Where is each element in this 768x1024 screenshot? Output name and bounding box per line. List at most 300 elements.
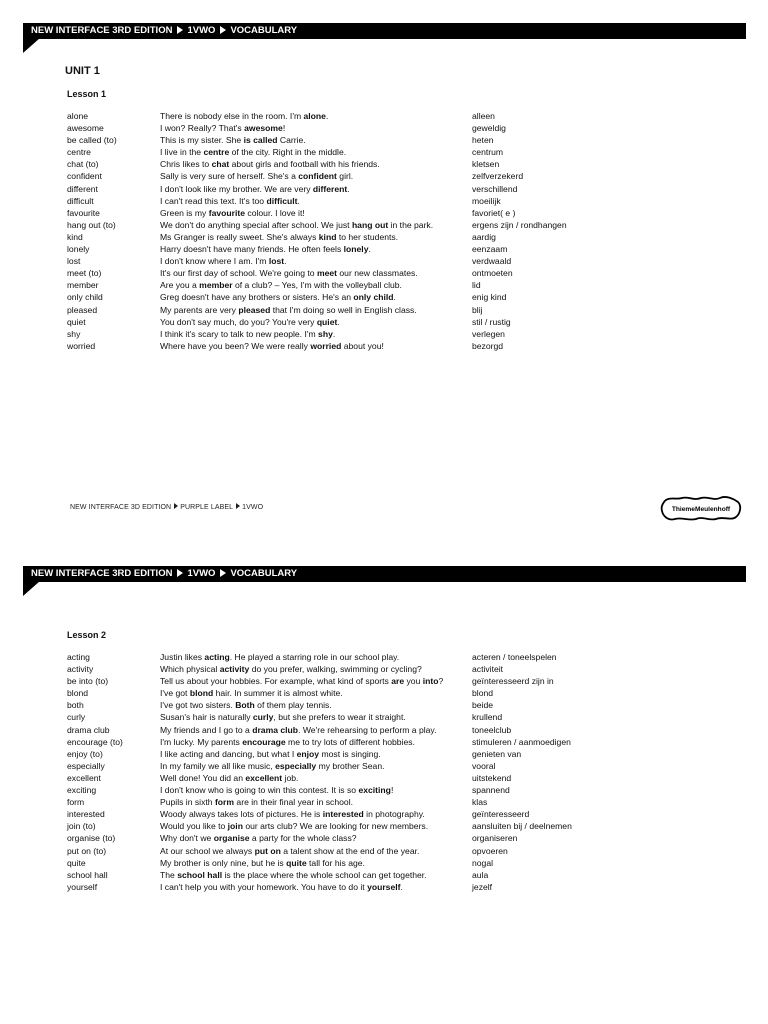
sentence-text: At our school we always — [160, 845, 255, 856]
highlighted-word: shy — [318, 328, 333, 339]
page-footer — [70, 503, 263, 511]
vocab-word: alone — [67, 111, 89, 121]
vocab-word: awesome — [67, 123, 104, 134]
vocab-word: both — [67, 700, 84, 711]
highlighted-word: hang out — [351, 219, 389, 230]
sentence-text: you — [404, 676, 423, 687]
highlighted-word: blond — [189, 688, 214, 699]
highlighted-word: organise — [213, 833, 250, 844]
sentence-text: to her students. — [336, 231, 399, 242]
example-sentence — [160, 869, 427, 881]
vocab-word: enjoy (to) — [67, 748, 103, 759]
highlighted-word: put on — [254, 845, 281, 856]
highlighted-word: into — [422, 676, 439, 687]
example-sentence — [160, 255, 287, 267]
translation: lid — [472, 280, 481, 291]
arrow-right-icon — [177, 569, 183, 577]
sentence-text: Would you like to — [160, 821, 228, 832]
sentence-text: . — [284, 256, 287, 267]
vocab-row — [0, 134, 768, 146]
sentence-text: Greg doesn't have any brothers or sisters. He's an — [160, 292, 354, 303]
sentence-text: me to try lots of different hobbies. — [285, 736, 415, 747]
highlighted-word: excellent — [245, 772, 283, 783]
highlighted-word: lonely — [343, 244, 369, 255]
vocab-row — [0, 808, 768, 820]
sentence-text: our new classmates. — [337, 268, 418, 279]
sentence-text: We don't do anything special after school. We just — [160, 219, 352, 230]
translation: ontmoeten — [472, 268, 513, 279]
example-sentence — [160, 279, 402, 291]
vocab-row — [0, 796, 768, 808]
highlighted-word: quite — [286, 857, 307, 868]
translation: genieten van — [472, 748, 522, 759]
example-sentence — [160, 820, 428, 832]
sentence-text: Justin likes — [160, 652, 205, 662]
example-sentence — [160, 219, 433, 231]
vocab-word: join (to) — [67, 821, 96, 832]
vocab-word: difficult — [67, 195, 94, 206]
highlighted-word: chat — [211, 159, 230, 170]
vocab-word: shy — [67, 328, 81, 339]
example-sentence — [160, 724, 436, 736]
sentence-text: The — [160, 869, 178, 880]
vocab-row — [0, 845, 768, 857]
example-sentence — [160, 651, 399, 663]
vocab-word: member — [67, 280, 99, 291]
example-sentence — [160, 711, 406, 723]
vocab-word: different — [67, 183, 98, 194]
highlighted-word: alone — [303, 111, 326, 121]
example-sentence — [160, 195, 300, 207]
highlighted-word: different — [312, 183, 348, 194]
example-sentence — [160, 748, 381, 760]
translation: jezelf — [472, 881, 493, 892]
example-sentence — [160, 699, 332, 711]
highlighted-word: lost — [268, 256, 285, 267]
vocab-row — [0, 748, 768, 760]
highlighted-word: exciting — [358, 785, 391, 796]
example-sentence — [160, 832, 357, 844]
sentence-text: Woody always takes lots of pictures. He is — [160, 809, 323, 820]
highlighted-word: form — [214, 797, 235, 808]
translation: uitstekend — [472, 772, 512, 783]
sentence-text: do you prefer, walking, swimming or cycling? — [249, 664, 422, 675]
vocab-word: excellent — [67, 772, 101, 783]
vocab-row — [0, 869, 768, 881]
sentence-text: Are you a — [160, 280, 200, 291]
translation: activiteit — [472, 664, 504, 675]
translation: zelfverzekerd — [472, 171, 524, 182]
highlighted-word: yourself — [367, 881, 401, 892]
example-sentence — [160, 663, 422, 675]
example-sentence — [160, 772, 298, 784]
translation: klas — [472, 797, 488, 808]
page-header — [23, 23, 746, 39]
vocab-row — [0, 219, 768, 231]
vocab-row — [0, 820, 768, 832]
sentence-text: Green is my — [160, 207, 209, 218]
sentence-text: colour. I love it! — [245, 207, 305, 218]
translation: verdwaald — [472, 256, 512, 267]
example-sentence — [160, 122, 285, 134]
footer-level: 1VWO — [242, 504, 264, 511]
vocab-row — [0, 207, 768, 219]
sentence-text: in the park. — [388, 219, 434, 230]
vocab-row — [0, 255, 768, 267]
sentence-text: Susan's hair is naturally — [160, 712, 253, 723]
sentence-text: about girls and football with his friends. — [229, 159, 380, 170]
sentence-text: . — [393, 292, 396, 303]
vocab-row — [0, 711, 768, 723]
vocab-row — [0, 784, 768, 796]
vocab-word: quiet — [67, 316, 86, 327]
vocab-word: lonely — [67, 244, 90, 255]
highlighted-word: activity — [219, 664, 250, 675]
header-level: 1VWO — [187, 25, 216, 36]
sentence-text: I don't know where I am. I'm — [160, 256, 269, 267]
highlighted-word: curly — [252, 712, 274, 723]
vocab-word: form — [67, 797, 85, 808]
vocab-row — [0, 110, 768, 122]
example-sentence — [160, 134, 306, 146]
example-sentence — [160, 328, 335, 340]
translation: aansluiten bij / deelnemen — [472, 821, 572, 832]
vocab-row — [0, 760, 768, 772]
translation: opvoeren — [472, 845, 508, 856]
sentence-text: Chris likes to — [160, 159, 212, 170]
sentence-text: My brother is only nine, but he is — [160, 857, 287, 868]
vocab-word: organise (to) — [67, 833, 116, 844]
vocab-word: quite — [67, 857, 86, 868]
vocab-word: kind — [67, 231, 83, 242]
sentence-text: . — [337, 316, 340, 327]
translation: alleen — [472, 111, 495, 121]
translation: stimuleren / aanmoedigen — [472, 736, 571, 747]
sentence-text: hair. In summer it is almost white. — [213, 688, 343, 699]
sentence-text: Why don't we — [160, 833, 214, 844]
publisher-logo — [660, 494, 742, 522]
example-sentence — [160, 808, 425, 820]
sentence-text: I can't help you with your homework. You have to do it — [160, 881, 368, 892]
example-sentence — [160, 340, 384, 352]
vocab-row — [0, 304, 768, 316]
example-sentence — [160, 146, 346, 158]
translation: beide — [472, 700, 494, 711]
vocab-word: interested — [67, 809, 105, 820]
vocab-word: be into (to) — [67, 676, 109, 687]
sentence-text: I can't read this text. It's too — [160, 195, 267, 206]
page-header — [23, 566, 746, 582]
publisher-logo-text: ThiemeMeulenhoff — [671, 506, 731, 513]
highlighted-word: especially — [275, 760, 317, 771]
highlighted-word: difficult — [266, 195, 298, 206]
header-section: VOCABULARY — [230, 568, 298, 579]
vocab-row — [0, 772, 768, 784]
translation: favoriet( e ) — [472, 207, 516, 218]
translation: verlegen — [472, 328, 505, 339]
arrow-right-icon — [220, 569, 226, 577]
translation: aardig — [472, 231, 496, 242]
sentence-text: are in their final year in school. — [234, 797, 353, 808]
vocab-word: especially — [67, 760, 105, 771]
sentence-text: . — [297, 195, 300, 206]
highlighted-word: drama club — [252, 724, 299, 735]
vocab-row — [0, 316, 768, 328]
highlighted-word: kind — [318, 231, 337, 242]
sentence-text: Tell us about your hobbies. For example, what kind of sports — [160, 676, 392, 687]
example-sentence — [160, 784, 393, 796]
translation: nogal — [472, 857, 494, 868]
example-sentence — [160, 170, 353, 182]
translation: spannend — [472, 785, 510, 796]
vocab-word: drama club — [67, 724, 110, 735]
example-sentence — [160, 316, 340, 328]
vocab-row — [0, 857, 768, 869]
vocab-word: worried — [67, 340, 96, 351]
sentence-text: Well done! You did an — [160, 772, 246, 783]
example-sentence — [160, 267, 418, 279]
example-sentence — [160, 207, 305, 219]
sentence-text: Where have you been? We were really — [160, 340, 311, 351]
highlighted-word: school hall — [177, 869, 223, 880]
example-sentence — [160, 291, 396, 303]
sentence-text: . — [332, 328, 336, 339]
example-sentence — [160, 796, 353, 808]
highlighted-word: quiet — [316, 316, 338, 327]
vocab-row — [0, 170, 768, 182]
lesson-title: Lesson 2 — [67, 630, 107, 640]
sentence-text: , but she prefers to wear it straight. — [273, 712, 406, 723]
vocab-word: exciting — [67, 785, 97, 796]
translation: bezorgd — [472, 340, 504, 351]
sentence-text: . — [368, 244, 371, 255]
sentence-text: a party for the whole class? — [249, 833, 357, 844]
vocab-row — [0, 195, 768, 207]
sentence-text: of a club? – Yes, I'm with the volleyball club. — [232, 280, 402, 291]
highlighted-word: is called — [243, 135, 278, 146]
vocab-word: favourite — [67, 207, 100, 218]
header-series: NEW INTERFACE 3RD EDITION — [31, 568, 173, 579]
vocab-row — [0, 328, 768, 340]
vocab-word: only child — [67, 292, 103, 303]
translation: blij — [472, 304, 483, 315]
vocab-row — [0, 158, 768, 170]
vocab-row — [0, 675, 768, 687]
footer-series: NEW INTERFACE 3D EDITION — [70, 504, 172, 511]
vocab-word: school hall — [67, 869, 108, 880]
sentence-text: I don't know who is going to win this contest. It is so — [160, 785, 359, 796]
vocab-row — [0, 231, 768, 243]
vocab-word: be called (to) — [67, 135, 117, 146]
sentence-text: You don't say much, do you? You're very — [160, 316, 317, 327]
translation: stil / rustig — [472, 316, 511, 327]
sentence-text: Harry doesn't have many friends. He often feels — [160, 244, 344, 255]
header-tab — [23, 581, 40, 596]
vocab-row — [0, 291, 768, 303]
sentence-text: about you! — [341, 340, 384, 351]
translation: acteren / toneelspelen — [472, 652, 557, 662]
vocab-word: lost — [67, 256, 81, 267]
vocab-row — [0, 736, 768, 748]
vocab-row — [0, 279, 768, 291]
example-sentence — [160, 110, 328, 122]
highlighted-word: confident — [298, 171, 337, 182]
vocab-row — [0, 724, 768, 736]
sentence-text: I've got two sisters. — [160, 700, 236, 711]
vocab-row — [0, 699, 768, 711]
example-sentence — [160, 675, 443, 687]
vocab-row — [0, 340, 768, 352]
vocab-word: activity — [67, 664, 94, 675]
unit-title: UNIT 1 — [65, 65, 100, 77]
vocab-row — [0, 881, 768, 893]
example-sentence — [160, 845, 419, 857]
example-sentence — [160, 183, 350, 195]
translation: kletsen — [472, 159, 500, 170]
sentence-text: In my family we all like music, — [160, 760, 276, 771]
sentence-text: I'm lucky. My parents — [160, 736, 243, 747]
translation: krullend — [472, 712, 503, 723]
translation: geïnteresseerd zijn in — [472, 676, 554, 687]
sentence-text: . He played a starring role in our school play. — [229, 652, 400, 662]
header-level: 1VWO — [187, 568, 216, 579]
sentence-text: is the place where the whole school can get together. — [222, 869, 427, 880]
header-section: VOCABULARY — [230, 25, 298, 36]
vocab-word: chat (to) — [67, 159, 99, 170]
highlighted-word: join — [227, 821, 243, 832]
highlighted-word: centre — [203, 147, 230, 158]
sentence-text: I like acting and dancing, but what I — [160, 748, 297, 759]
header-series: NEW INTERFACE 3RD EDITION — [31, 25, 173, 36]
sentence-text: my brother Sean. — [316, 760, 385, 771]
sentence-text: I won? Really? That's — [160, 123, 245, 134]
vocab-list-lesson-2 — [0, 651, 768, 893]
sentence-text: girl. — [336, 171, 354, 182]
highlighted-word: only child — [353, 292, 394, 303]
lesson-title: Lesson 1 — [67, 89, 107, 99]
vocab-word: yourself — [67, 881, 98, 892]
sentence-text: I've got — [160, 688, 190, 699]
sentence-text: in photography. — [363, 809, 425, 820]
header-tab — [23, 38, 40, 53]
sentence-text: This is my sister. She — [160, 135, 244, 146]
highlighted-word: interested — [322, 809, 364, 820]
example-sentence — [160, 760, 385, 772]
vocab-word: curly — [67, 712, 86, 723]
vocab-row — [0, 243, 768, 255]
sentence-text: I don't look like my brother. We are very — [160, 183, 313, 194]
translation: toneelclub — [472, 724, 512, 735]
sentence-text: ! — [390, 785, 394, 796]
sentence-text: . — [400, 881, 403, 892]
translation: eenzaam — [472, 244, 508, 255]
sentence-text: our arts club? We are looking for new members. — [242, 821, 429, 832]
translation: centrum — [472, 147, 504, 158]
sentence-text: most is singing. — [319, 748, 381, 759]
footer-label: PURPLE LABEL — [180, 504, 234, 511]
example-sentence — [160, 736, 415, 748]
highlighted-word: acting — [204, 652, 230, 662]
vocab-row — [0, 651, 768, 663]
example-sentence — [160, 231, 398, 243]
sentence-text: My friends and I go to a — [160, 724, 253, 735]
highlighted-word: pleased — [238, 304, 271, 315]
vocab-word: hang out (to) — [67, 219, 116, 230]
vocab-word: meet (to) — [67, 268, 102, 279]
highlighted-word: awesome — [244, 123, 283, 134]
translation: moeilijk — [472, 195, 501, 206]
sentence-text: of them play tennis. — [254, 700, 332, 711]
arrow-right-icon — [177, 26, 183, 34]
vocab-row — [0, 832, 768, 844]
sentence-text: There is nobody else in the room. I'm — [160, 111, 304, 121]
highlighted-word: enjoy — [296, 748, 320, 759]
highlighted-word: worried — [310, 340, 342, 351]
example-sentence — [160, 881, 403, 893]
sentence-text: tall for his age. — [306, 857, 365, 868]
sentence-text: Ms Granger is really sweet. She's always — [160, 231, 319, 242]
vocab-word: encourage (to) — [67, 736, 123, 747]
highlighted-word: favourite — [208, 207, 246, 218]
sentence-text: . — [347, 183, 350, 194]
translation: ergens zijn / rondhangen — [472, 219, 567, 230]
vocab-list-lesson-1 — [0, 110, 768, 352]
sentence-text: My parents are very — [160, 304, 239, 315]
vocab-row — [0, 267, 768, 279]
vocab-word: confident — [67, 171, 102, 182]
vocab-word: pleased — [67, 304, 98, 315]
example-sentence — [160, 158, 380, 170]
sentence-text: Which physical — [160, 664, 220, 675]
translation: verschillend — [472, 183, 518, 194]
sentence-text: . — [325, 111, 329, 121]
translation: geweldig — [472, 123, 506, 134]
example-sentence — [160, 243, 371, 255]
sentence-text: ? — [438, 676, 444, 687]
highlighted-word: meet — [316, 268, 337, 279]
translation: heten — [472, 135, 494, 146]
sentence-text: job. — [282, 772, 299, 783]
highlighted-word: are — [391, 676, 405, 687]
translation: vooral — [472, 760, 496, 771]
arrow-right-icon — [174, 503, 178, 509]
translation: aula — [472, 869, 489, 880]
sentence-text: a talent show at the end of the year. — [280, 845, 420, 856]
vocab-row — [0, 183, 768, 195]
sentence-text: . We're rehearsing to perform a play. — [298, 724, 437, 735]
vocab-row — [0, 146, 768, 158]
sentence-text: I live in the — [160, 147, 204, 158]
sentence-text: ! — [282, 123, 286, 134]
sentence-text: of the city. Right in the middle. — [229, 147, 347, 158]
translation: geïnteresseerd — [472, 809, 530, 820]
example-sentence — [160, 857, 365, 869]
arrow-right-icon — [236, 503, 240, 509]
sentence-text: that I'm doing so well in English class. — [270, 304, 417, 315]
vocab-word: put on (to) — [67, 845, 107, 856]
highlighted-word: Both — [235, 700, 255, 711]
sentence-text: It's our first day of school. We're going to — [160, 268, 317, 279]
translation: organiseren — [472, 833, 518, 844]
vocab-word: blond — [67, 688, 89, 699]
arrow-right-icon — [220, 26, 226, 34]
sentence-text: Carrie. — [277, 135, 306, 146]
highlighted-word: member — [199, 280, 233, 291]
translation: enig kind — [472, 292, 507, 303]
vocab-word: centre — [67, 147, 91, 158]
vocab-row — [0, 687, 768, 699]
vocab-row — [0, 122, 768, 134]
